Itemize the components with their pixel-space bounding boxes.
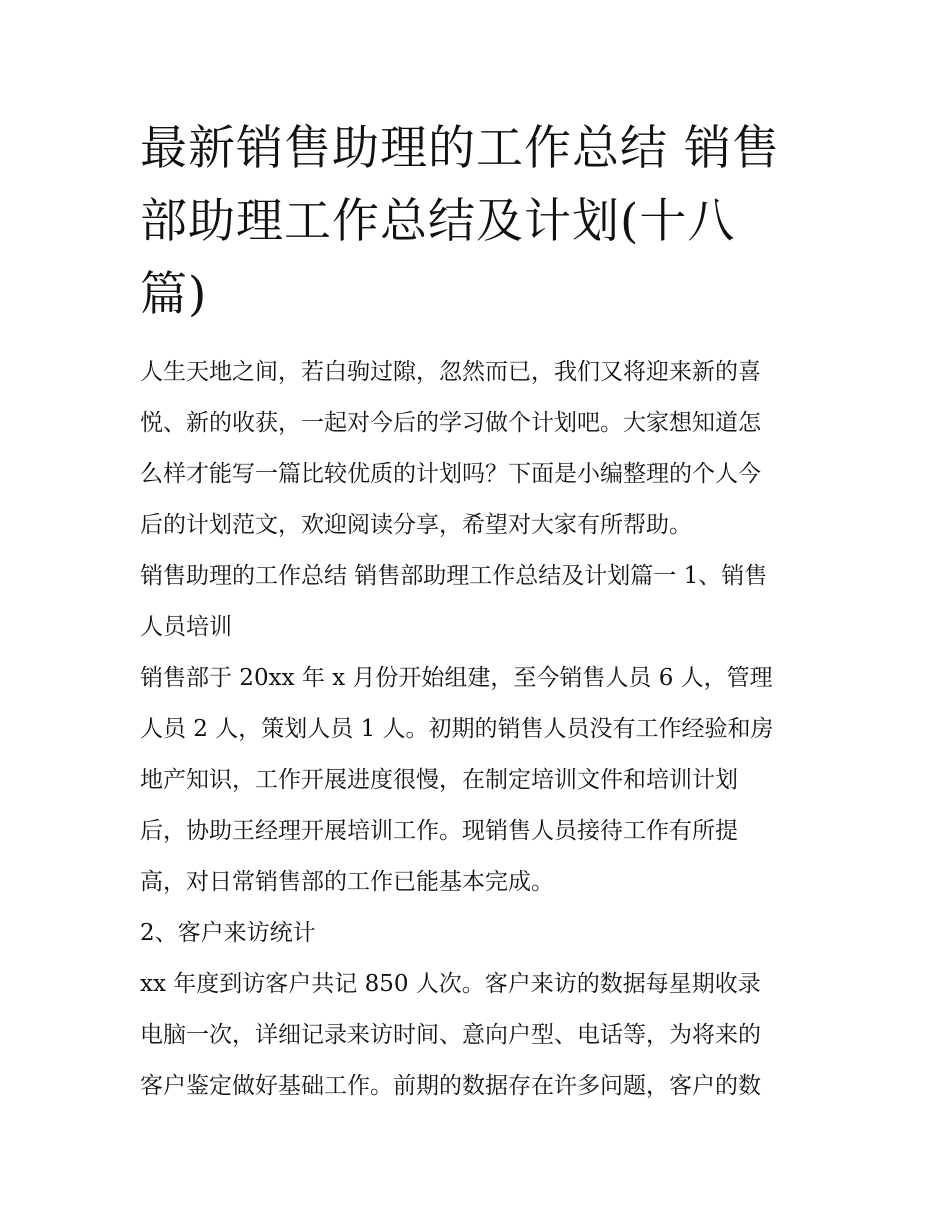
text-line: 后的计划范文，欢迎阅读分享，希望对大家有所帮助。 xyxy=(140,512,692,538)
title-line: 部助理工作总结及计划(十八 xyxy=(140,194,736,249)
document-body xyxy=(140,347,812,1112)
text-line: 么样才能写一篇比较优质的计划吗？下面是小编整理的个人今 xyxy=(140,461,761,487)
text-line: 电脑一次，详细记录来访时间、意向户型、电话等，为将来的 xyxy=(140,1022,761,1048)
text-line: 人员 2 人，策划人员 1 人。初期的销售人员没有工作经验和房 xyxy=(140,716,774,742)
text-line: 销售助理的工作总结 销售部助理工作总结及计划篇一 1、销售 xyxy=(140,563,768,589)
text-line: 人员培训 xyxy=(140,614,232,640)
text-line: 2、客户来访统计 xyxy=(140,920,316,946)
intro-paragraph xyxy=(140,347,812,551)
section-heading-paragraph xyxy=(140,551,812,653)
subheading-paragraph xyxy=(140,908,812,959)
title-line: 最新销售助理的工作总结 销售 xyxy=(140,121,780,176)
training-paragraph xyxy=(140,653,812,908)
document-title xyxy=(140,112,812,331)
text-line: 客户鉴定做好基础工作。前期的数据存在许多问题，客户的数 xyxy=(140,1073,761,1099)
text-line: 高，对日常销售部的工作已能基本完成。 xyxy=(140,869,554,895)
text-line: 后，协助王经理开展培训工作。现销售人员接待工作有所提 xyxy=(140,818,738,844)
visitor-stats-paragraph xyxy=(140,959,812,1112)
title-line: 篇) xyxy=(140,267,208,322)
text-line: 销售部于 20xx 年 x 月份开始组建，至今销售人员 6 人，管理 xyxy=(140,665,773,691)
text-line: 悦、新的收获，一起对今后的学习做个计划吧。大家想知道怎 xyxy=(140,410,761,436)
text-line: 人生天地之间，若白驹过隙，忽然而已，我们又将迎来新的喜 xyxy=(140,359,761,385)
document-page xyxy=(140,112,812,1112)
text-line: 地产知识，工作开展进度很慢，在制定培训文件和培训计划 xyxy=(140,767,738,793)
text-line: xx 年度到访客户共记 850 人次。客户来访的数据每星期收录 xyxy=(140,971,761,997)
